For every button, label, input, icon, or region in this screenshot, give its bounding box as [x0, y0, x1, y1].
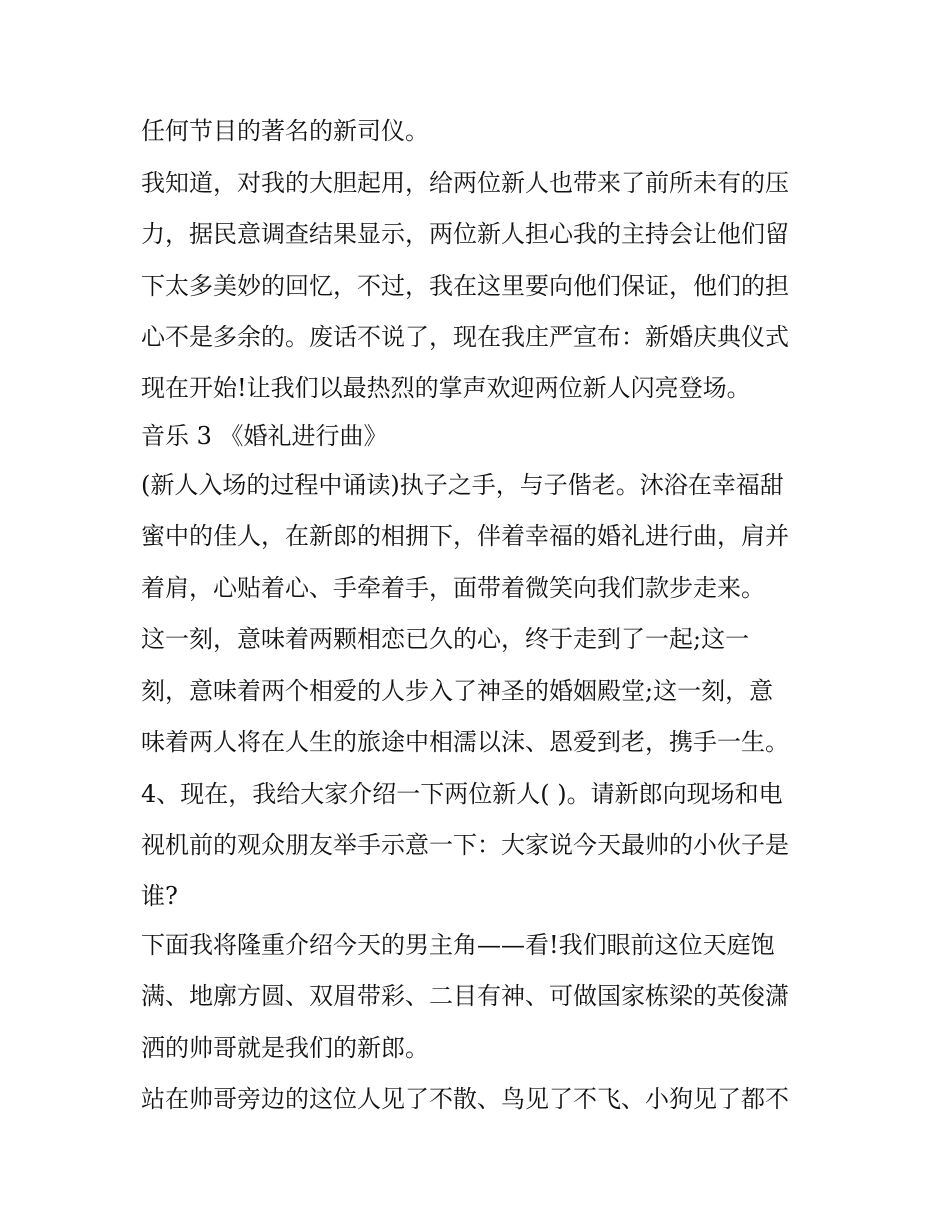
text-line: 音乐 3 《婚礼进行曲》	[141, 421, 388, 450]
text-line: 心不是多余的。废话不说了，现在我庄严宣布：新婚庆典仪式	[141, 323, 789, 351]
text-line: 现在开始!让我们以最热烈的掌声欢迎两位新人闪亮登场。	[141, 373, 751, 402]
text-line: 任何节目的著名的新司仪。	[141, 117, 429, 145]
text-line: 下面我将隆重介绍今天的男主角——看!我们眼前这位天庭饱	[141, 930, 775, 959]
text-line: 蜜中的佳人，在新郎的相拥下，伴着幸福的婚礼进行曲，肩并	[141, 522, 789, 550]
text-line: 洒的帅哥就是我们的新郎。	[141, 1033, 429, 1062]
text-line: 视机前的观众朋友举手示意一下：大家说今天最帅的小伙子是	[141, 831, 789, 859]
text-line: 着肩，心贴着心、手牵着手，面带着微笑向我们款步走来。	[141, 573, 765, 602]
text-line: 谁?	[141, 881, 178, 910]
text-line: 站在帅哥旁边的这位人见了不散、鸟见了不飞、小狗见了都不	[141, 1085, 789, 1113]
text-line: 满、地廓方圆、双眉带彩、二目有神、可做国家栋梁的英俊潇	[141, 982, 789, 1010]
text-line: 刻，意味着两个相爱的人步入了神圣的婚姻殿堂;这一刻，意	[141, 676, 774, 705]
text-line: (新人入场的过程中诵读)执子之手，与子偕老。沐浴在幸福甜	[141, 470, 784, 499]
text-line: 力，据民意调查结果显示，两位新人担心我的主持会让他们留	[141, 220, 789, 248]
document-body	[141, 106, 821, 1126]
text-line: 4、现在，我给大家介绍一下两位新人( )。请新郎向现场和电	[141, 779, 783, 808]
text-line: 下太多美妙的回忆，不过，我在这里要向他们保证，他们的担	[141, 271, 789, 300]
text-line: 味着两人将在人生的旅途中相濡以沫、恩爱到老，携手一生。	[141, 728, 789, 756]
text-line: 这一刻，意味着两颗相恋已久的心，终于走到了一起;这一	[141, 625, 750, 653]
text-line: 我知道，对我的大胆起用，给两位新人也带来了前所未有的压	[141, 168, 789, 197]
